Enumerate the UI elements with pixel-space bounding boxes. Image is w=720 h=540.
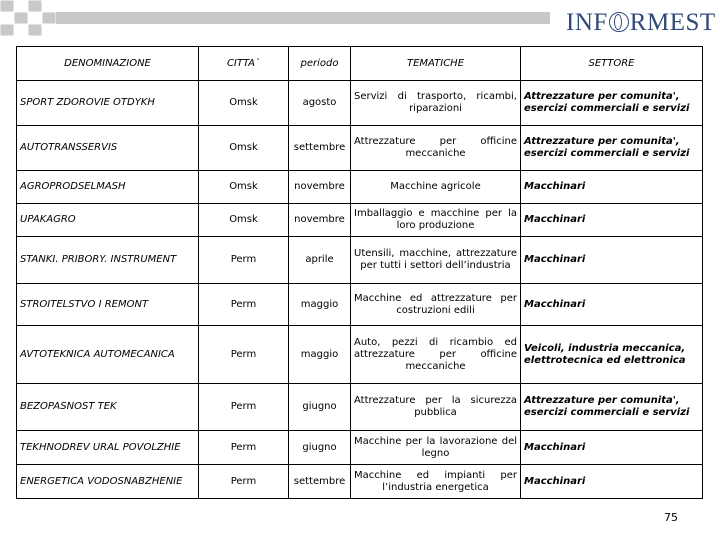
- cell-city: Omsk: [199, 126, 289, 171]
- table-row: [17, 237, 703, 284]
- cell-city: Perm: [199, 431, 289, 465]
- informest-logo: [566, 9, 716, 37]
- table-row: [17, 384, 703, 431]
- cell-period: giugno: [289, 384, 351, 431]
- table-header-row: [17, 47, 703, 81]
- cell-name: AGROPRODSELMASH: [17, 171, 199, 204]
- cell-topics: Attrezzature per officine meccaniche: [351, 126, 521, 171]
- cell-sector: Macchinari: [521, 284, 703, 326]
- cell-name: ENERGETICA VODOSNABZHENIE: [17, 465, 199, 499]
- header-settore: SETTORE: [521, 47, 703, 81]
- cell-sector: Macchinari: [521, 204, 703, 237]
- cell-period: novembre: [289, 171, 351, 204]
- cell-period: aprile: [289, 237, 351, 284]
- cell-name: AUTOTRANSSERVIS: [17, 126, 199, 171]
- cell-period: maggio: [289, 326, 351, 384]
- cell-city: Perm: [199, 384, 289, 431]
- globe-icon: [609, 12, 629, 32]
- cell-name: BEZOPASNOST TEK: [17, 384, 199, 431]
- cell-name: STANKI. PRIBORY. INSTRUMENT: [17, 237, 199, 284]
- cell-sector: Macchinari: [521, 171, 703, 204]
- cell-period: giugno: [289, 431, 351, 465]
- cell-period: maggio: [289, 284, 351, 326]
- table-row: [17, 171, 703, 204]
- cell-sector: Macchinari: [521, 431, 703, 465]
- cell-period: agosto: [289, 81, 351, 126]
- cell-sector: Macchinari: [521, 465, 703, 499]
- cell-sector: Attrezzature per comunita', esercizi commerciali e servizi: [521, 384, 703, 431]
- header-tematiche: TEMATICHE: [351, 47, 521, 81]
- cell-name: STROITELSTVO I REMONT: [17, 284, 199, 326]
- cell-sector: Macchinari: [521, 237, 703, 284]
- cell-city: Perm: [199, 326, 289, 384]
- header-denominazione: DENOMINAZIONE: [17, 47, 199, 81]
- cell-city: Perm: [199, 237, 289, 284]
- cell-topics: Macchine ed attrezzature per costruzioni edili: [351, 284, 521, 326]
- cell-topics: Macchine agricole: [351, 171, 521, 204]
- table-row: [17, 284, 703, 326]
- table-row: [17, 465, 703, 499]
- page-number: 75: [664, 511, 678, 524]
- cell-city: Perm: [199, 465, 289, 499]
- table-row: [17, 126, 703, 171]
- cell-topics: Macchine ed impianti per l’industria energetica: [351, 465, 521, 499]
- cell-period: settembre: [289, 465, 351, 499]
- cell-city: Perm: [199, 284, 289, 326]
- header-citta: CITTA`: [199, 47, 289, 81]
- fairs-table: [16, 46, 703, 499]
- cell-city: Omsk: [199, 204, 289, 237]
- cell-city: Omsk: [199, 81, 289, 126]
- cell-topics: Attrezzature per la sicurezza pubblica: [351, 384, 521, 431]
- header-periodo: periodo: [289, 47, 351, 81]
- cell-sector: Attrezzature per comunita', esercizi commerciali e servizi: [521, 126, 703, 171]
- cell-topics: Macchine per la lavorazione del legno: [351, 431, 521, 465]
- cell-sector: Attrezzature per comunita', esercizi commerciali e servizi: [521, 81, 703, 126]
- table-row: [17, 81, 703, 126]
- cell-name: UPAKAGRO: [17, 204, 199, 237]
- cell-name: AVTOTEKNICA AUTOMECANICA: [17, 326, 199, 384]
- table-row: [17, 204, 703, 237]
- cell-topics: Auto, pezzi di ricambio ed attrezzature per officine meccaniche: [351, 326, 521, 384]
- cell-name: SPORT ZDOROVIE OTDYKH: [17, 81, 199, 126]
- table-row: [17, 326, 703, 384]
- cell-city: Omsk: [199, 171, 289, 204]
- cell-topics: Servizi di trasporto, ricambi, riparazioni: [351, 81, 521, 126]
- cell-topics: Imballaggio e macchine per la loro produzione: [351, 204, 521, 237]
- cell-period: novembre: [289, 204, 351, 237]
- cell-sector: Veicoli, industria meccanica, elettrotecnica ed elettronica: [521, 326, 703, 384]
- logo-text: INF RMEST: [566, 9, 716, 36]
- cell-topics: Utensili, macchine, attrezzature per tutti i settori dell’industria: [351, 237, 521, 284]
- cell-name: TEKHNODREV URAL POVOLZHIE: [17, 431, 199, 465]
- cell-period: settembre: [289, 126, 351, 171]
- table-row: [17, 431, 703, 465]
